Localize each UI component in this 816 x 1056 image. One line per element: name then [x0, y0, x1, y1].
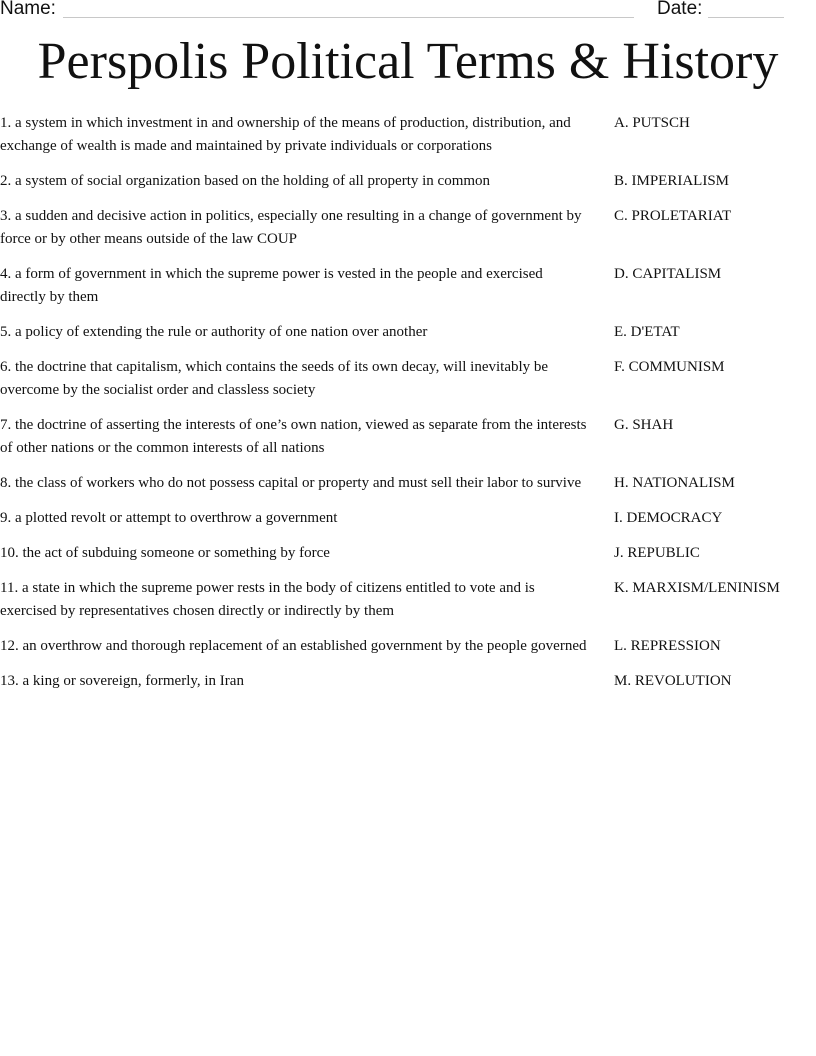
term-f: F. COMMUNISM [614, 359, 725, 375]
definition-2: 2. a system of social organization based on the holding of all property in common [0, 173, 491, 189]
matching-row-4 [0, 263, 816, 309]
term-h: H. NATIONALISM [614, 475, 735, 491]
definition-5: 5. a policy of extending the rule or authority of one nation over another [0, 324, 428, 340]
term-e: E. D'ETAT [614, 324, 680, 340]
definition-4: 4. a form of government in which the supreme power is vested in the people and exercised directly by them [0, 266, 543, 305]
matching-row-9 [0, 507, 816, 530]
matching-row-8 [0, 472, 816, 495]
matching-row-13 [0, 670, 816, 693]
term-k: K. MARXISM/LENINISM [614, 580, 780, 596]
term-m: M. REVOLUTION [614, 673, 732, 689]
worksheet-title: Perspolis Political Terms & History [37, 33, 779, 90]
definition-3: 3. a sudden and decisive action in politics, especially one resulting in a change of government by force or by other means outside of the law COUP [0, 208, 582, 247]
term-j: J. REPUBLIC [614, 545, 700, 561]
definition-10: 10. the act of subduing someone or something by force [0, 545, 330, 561]
matching-row-12 [0, 635, 816, 658]
definition-7: 7. the doctrine of asserting the interests of one’s own nation, viewed as separate from the interests of other nations or the common interests of all nations [0, 417, 587, 456]
definition-6: 6. the doctrine that capitalism, which contains the seeds of its own decay, will inevitably be overcome by the socialist order and classless society [0, 359, 549, 398]
name-label: Name: [0, 0, 56, 19]
definition-8: 8. the class of workers who do not possess capital or property and must sell their labor to survive [0, 475, 582, 491]
definition-1: 1. a system in which investment in and ownership of the means of production, distribution, and exchange of wealth is made and maintained by private individuals or corporations [0, 115, 571, 154]
matching-row-7 [0, 414, 816, 460]
definition-13: 13. a king or sovereign, formerly, in Iran [0, 673, 244, 689]
matching-row-5 [0, 321, 816, 344]
matching-row-3 [0, 205, 816, 251]
definition-9: 9. a plotted revolt or attempt to overthrow a government [0, 510, 338, 526]
matching-list [0, 112, 816, 705]
name-blank-line[interactable] [63, 17, 634, 18]
term-b: B. IMPERIALISM [614, 173, 730, 189]
term-l: L. REPRESSION [614, 638, 721, 654]
matching-row-6 [0, 356, 816, 402]
date-label: Date: [657, 0, 703, 19]
term-g: G. SHAH [614, 417, 674, 433]
matching-row-2 [0, 170, 816, 193]
worksheet-header [0, 0, 816, 24]
definition-12: 12. an overthrow and thorough replacement of an established government by the people governed [0, 638, 587, 654]
term-c: C. PROLETARIAT [614, 208, 732, 224]
definition-11: 11. a state in which the supreme power rests in the body of citizens entitled to vote and is exercised by representatives chosen directly or indirectly by them [0, 580, 535, 619]
matching-row-1 [0, 112, 816, 158]
matching-row-10 [0, 542, 816, 565]
term-d: D. CAPITALISM [614, 266, 722, 282]
date-blank-line[interactable] [708, 17, 784, 18]
term-i: I. DEMOCRACY [614, 510, 723, 526]
term-a: A. PUTSCH [614, 115, 690, 131]
matching-row-11 [0, 577, 816, 623]
